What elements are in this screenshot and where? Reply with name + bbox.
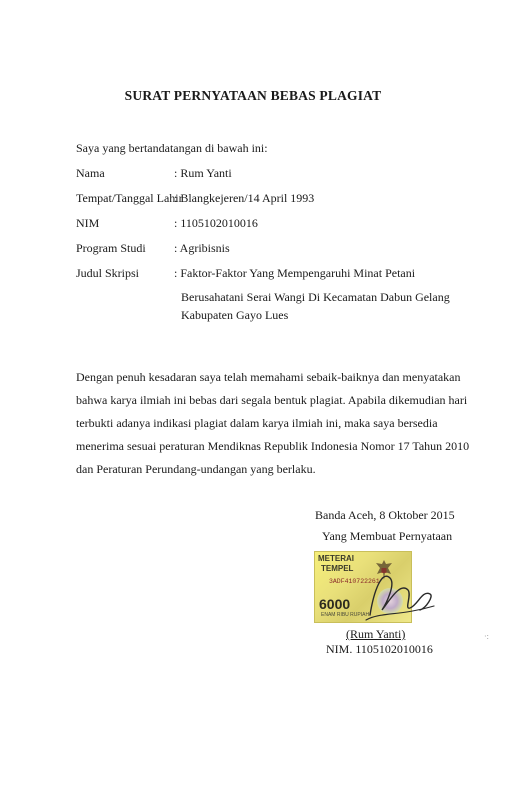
stamp-value: 6000 [319, 596, 351, 612]
stamp-code: 3ADF410722261 [329, 578, 380, 585]
field-value: : 1105102010016 [174, 216, 258, 230]
field-label: Program Studi [76, 241, 146, 255]
statement-line: menerima sesuai peraturan Mendiknas Republik Indonesia Nomor 17 Tahun 2010 [76, 439, 470, 453]
field-label: NIM [76, 216, 100, 230]
stamp-subtitle: TEMPEL [321, 564, 354, 573]
statement-line: terbukti adanya indikasi plagiat dalam karya ilmiah ini, maka saya bersedia [76, 416, 438, 430]
maker-label: Yang Membuat Pernyataan [322, 529, 453, 543]
statement-line: bahwa karya ilmiah ini bebas dari segala bentuk plagiat. Apabila dikemudian hari [76, 393, 468, 407]
field-label: Tempat/Tanggal Lahir [76, 191, 183, 205]
signer-nim: NIM. 1105102010016 [326, 642, 433, 656]
thesis-title-line: Kabupaten Gayo Lues [181, 308, 289, 322]
field-value: : Rum Yanti [174, 166, 232, 180]
field-label: Nama [76, 166, 105, 180]
place-date: Banda Aceh, 8 Oktober 2015 [315, 508, 455, 522]
document-title: SURAT PERNYATAAN BEBAS PLAGIAT [124, 88, 382, 103]
field-value: : Blangkejeren/14 April 1993 [174, 191, 315, 205]
field-value: : Agribisnis [174, 241, 230, 255]
stamp-title: METERAI [318, 554, 354, 563]
statement-line: Dengan penuh kesadaran saya telah memahami sebaik-baiknya dan menyatakan [76, 370, 461, 384]
stamp-currency: ENAM RIBU RUPIAH [321, 612, 370, 618]
scan-speck: ·: [484, 632, 489, 641]
field-value: : Faktor-Faktor Yang Mempengaruhi Minat Petani [174, 266, 416, 280]
field-label: Judul Skripsi [76, 266, 140, 280]
thesis-title-line: Berusahatani Serai Wangi Di Kecamatan Dabun Gelang [181, 290, 450, 304]
handwritten-signature-icon [360, 560, 440, 630]
signer-name: (Rum Yanti) [346, 627, 406, 641]
intro-text: Saya yang bertandatangan di bawah ini: [76, 141, 268, 155]
statement-line: dan Peraturan Perundang-undangan yang berlaku. [76, 462, 316, 476]
